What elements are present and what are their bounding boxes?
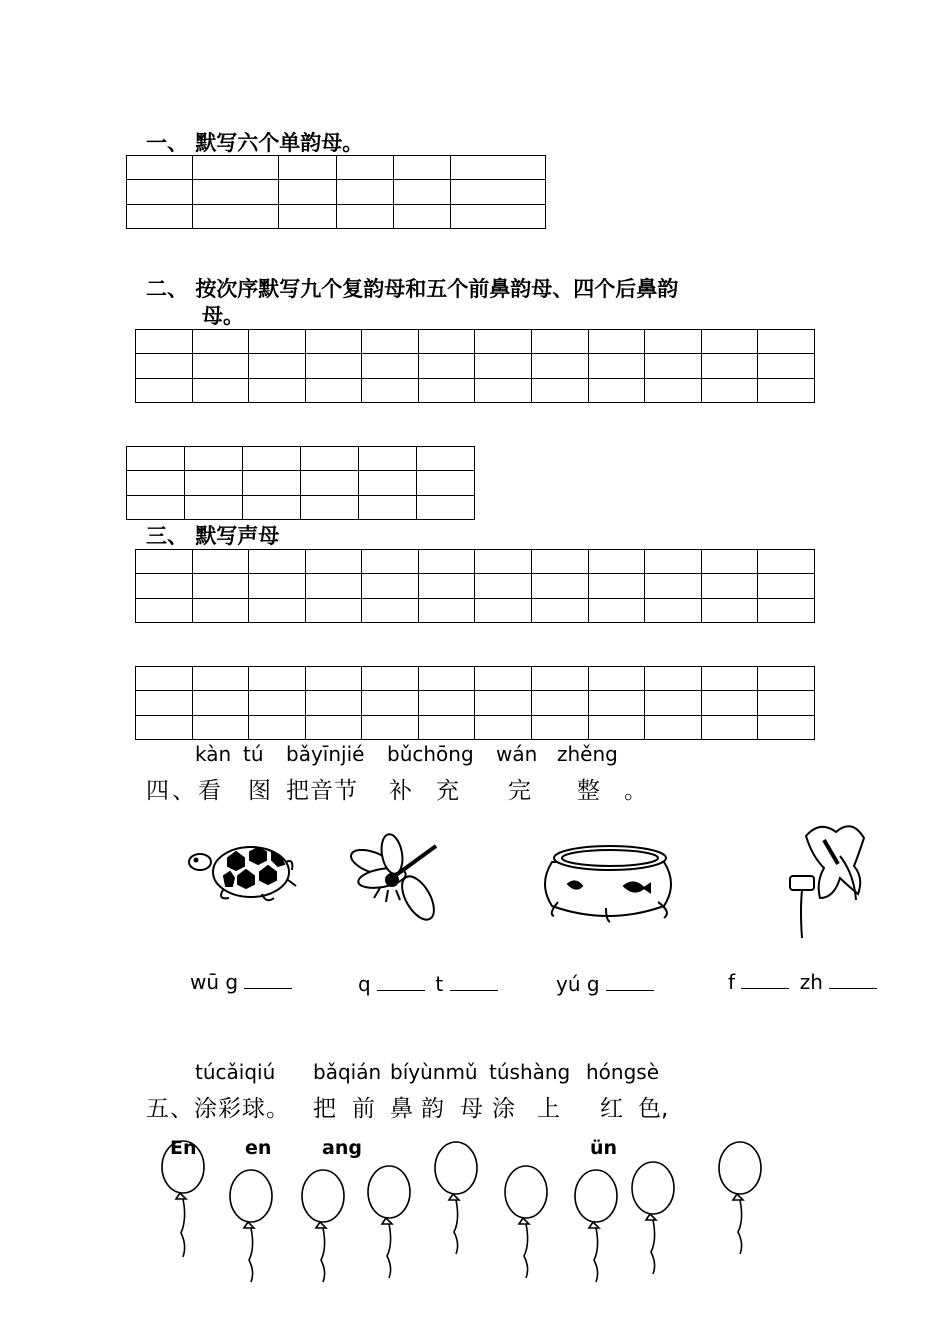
answer-dragonfly-text-2: t — [435, 972, 444, 996]
balloon-5 — [435, 1142, 477, 1254]
kite-picture — [790, 826, 864, 938]
section4-chars-2: 图 — [248, 778, 271, 804]
answer-kite-blank-2[interactable] — [829, 970, 877, 989]
section5-chars-4: 鼻 — [390, 1096, 413, 1122]
balloons — [162, 1141, 761, 1282]
balloon-8 — [632, 1162, 674, 1274]
answer-dragonfly — [358, 972, 498, 996]
pinyin-tu: tú — [243, 742, 264, 766]
section5-chars-1: 五、涂彩球。 — [146, 1096, 290, 1122]
balloon-label-en: en — [245, 1137, 272, 1159]
pinyin-kan: kàn — [195, 742, 232, 766]
section5-chars-3: 前 — [352, 1096, 375, 1122]
section1-title: 默写六个单韵母。 — [195, 131, 364, 155]
section1-number: 一、 — [146, 131, 188, 155]
pinyin-bayinjie: bǎyīnjié — [286, 742, 365, 766]
section5-chars-8: 上 — [537, 1096, 560, 1122]
balloon-label-ang: ang — [322, 1137, 362, 1159]
pinyin-biyunmu: bíyùnmǔ — [390, 1060, 478, 1084]
section2-heading-continued: 母。 — [202, 304, 244, 328]
section5-chars-6: 母 — [460, 1096, 483, 1122]
answer-dragonfly-text-1: q — [358, 972, 371, 996]
answer-fishbowl-blank[interactable] — [606, 972, 654, 991]
answer-turtle-blank[interactable] — [244, 970, 292, 989]
pinyin-zheng: zhěng — [557, 742, 618, 766]
answer-fishbowl-text: yú g — [556, 972, 600, 996]
section5-chars-7: 涂 — [492, 1096, 515, 1122]
balloon-label-en-cap: En — [170, 1137, 197, 1159]
section2-number: 二、 — [146, 277, 188, 301]
balloon-4 — [368, 1166, 410, 1278]
pinyin-hongse: hóngsè — [586, 1060, 660, 1084]
pinyin-buchong: bǔchōng — [387, 742, 474, 766]
pinyin-tucaiqiu: túcǎiqiú — [195, 1060, 276, 1084]
section4-chars-8: 。 — [624, 778, 647, 804]
section4-chars-3: 把音节 — [286, 778, 358, 804]
dragonfly-picture — [348, 833, 440, 925]
answer-dragonfly-blank-1[interactable] — [377, 972, 425, 991]
balloon-label-un: ün — [590, 1137, 618, 1159]
section5-chars-5: 韵 — [421, 1096, 444, 1122]
section4-chars-6: 完 — [508, 778, 531, 804]
turtle-picture — [189, 847, 296, 900]
section5-chars-10: 色, — [638, 1096, 669, 1122]
answer-kite — [728, 970, 877, 994]
pinyin-tushang: túshàng — [489, 1060, 571, 1084]
section4-chars-5: 充 — [436, 778, 459, 804]
section4-chars-1: 四、看 — [146, 778, 224, 804]
section4-chars-7: 整 — [577, 778, 600, 804]
balloon-9 — [719, 1142, 761, 1254]
section5-chars-2: 把 — [313, 1096, 336, 1122]
section3-title: 默写声母 — [195, 524, 280, 548]
section2-title: 按次序默写九个复韵母和五个前鼻韵母、四个后鼻韵 — [195, 277, 679, 301]
section4-chars-4: 补 — [389, 778, 412, 804]
answer-dragonfly-blank-2[interactable] — [450, 972, 498, 991]
balloon-3 — [302, 1170, 344, 1282]
answer-fishbowl — [556, 972, 654, 996]
fish-bowl-picture — [545, 846, 671, 922]
balloon-6 — [505, 1166, 547, 1278]
answer-kite-blank-1[interactable] — [741, 970, 789, 989]
answer-kite-text-1: f — [728, 970, 736, 994]
answer-turtle-text: wū g — [190, 970, 239, 994]
balloon-2 — [230, 1170, 272, 1282]
balloon-7 — [575, 1170, 617, 1282]
section5-chars-9: 红 — [600, 1096, 623, 1122]
answer-turtle — [190, 970, 292, 994]
section3-number: 三、 — [146, 524, 188, 548]
answer-kite-text-2: zh — [799, 970, 823, 994]
pinyin-wan: wán — [496, 742, 538, 766]
pinyin-baqian: bǎqián — [313, 1060, 382, 1084]
